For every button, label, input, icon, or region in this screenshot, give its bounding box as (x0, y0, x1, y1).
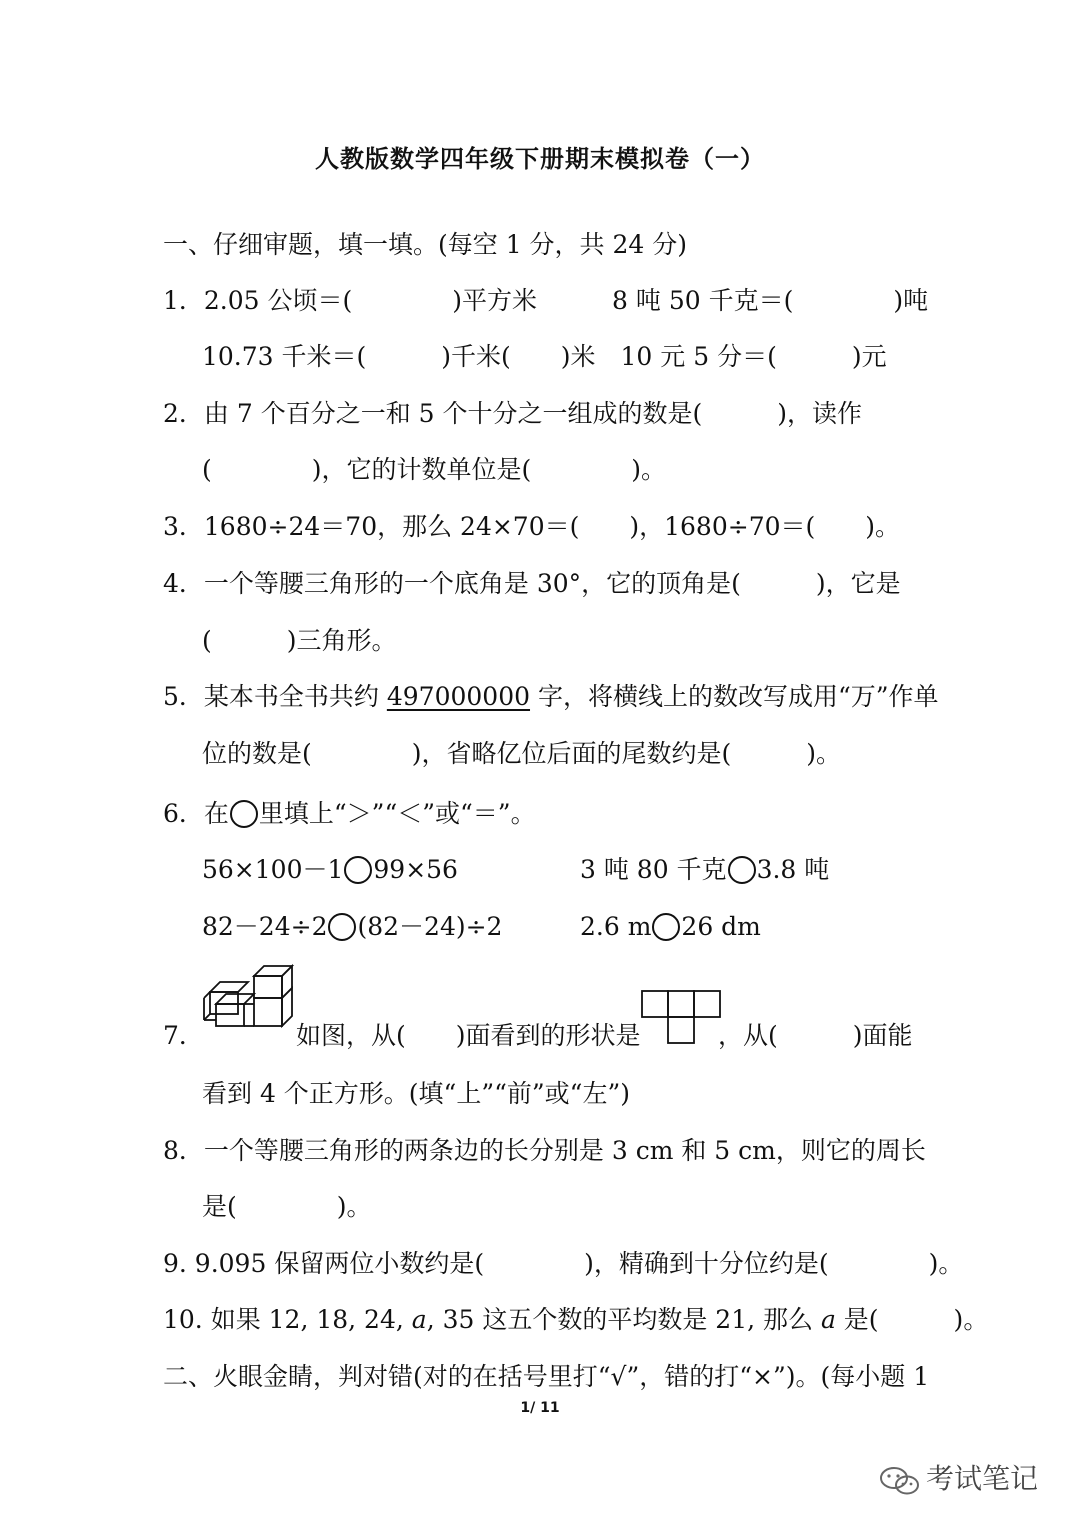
item-4-right: 26 dm (681, 912, 761, 941)
section-2-heading: 二、火眼金睛，判对错(对的在括号里打“√”，错的打“×”)。(每小题 1 (163, 1362, 930, 1391)
three-square-view-icon (641, 990, 723, 1046)
circle-placeholder-icon (230, 800, 258, 828)
question-9: 9. 9.095 保留两位小数约是( )，精确到十分位约是( )。 (163, 1249, 964, 1278)
question-2-line-2: ( )，它的计数单位是( )。 (202, 455, 667, 484)
compare-circle-4[interactable] (652, 913, 680, 941)
item-4-left: 2.6 m (580, 912, 652, 941)
watermark-text: 考试笔记 (926, 1462, 1039, 1495)
question-6-item-3 (202, 910, 502, 944)
cube-stack-icon (200, 962, 300, 1034)
question-5-line-1 (163, 680, 939, 714)
question-7-number: 7． (163, 1021, 204, 1050)
compare-circle-3[interactable] (328, 913, 356, 941)
question-5-underlined-number: 497000000 (386, 682, 531, 711)
question-3: 3．1680÷24＝70，那么 24×70＝( )，1680÷70＝( )。 (163, 512, 901, 541)
question-7-line-2: 看到 4 个正方形。(填“上”“前”或“左”) (202, 1079, 630, 1108)
item-3-right: (82－24)÷2 (357, 912, 503, 941)
compare-circle-2[interactable] (728, 856, 756, 884)
question-4-line-2: ( )三角形。 (202, 626, 397, 655)
question-8-line-1: 8．一个等腰三角形的两条边的长分别是 3 cm 和 5 cm，则它的周长 (163, 1136, 926, 1165)
question-5-prefix: 5．某本书全书共约 (163, 682, 387, 711)
question-10 (163, 1303, 988, 1337)
variable-a-2: a (820, 1305, 836, 1334)
item-1-left: 56×100－1 (202, 855, 344, 884)
question-10-suffix: 是( )。 (835, 1305, 989, 1334)
variable-a-1: a (411, 1305, 427, 1334)
question-7-end: ，从( )面能 (718, 1021, 913, 1050)
question-8-line-2: 是( )。 (202, 1192, 372, 1221)
question-5-suffix: 字，将横线上的数改写成用“万”作单 (530, 682, 939, 711)
question-6-item-1 (202, 853, 458, 887)
question-2-line-1: 2．由 7 个百分之一和 5 个十分之一组成的数是( )，读作 (163, 399, 863, 428)
watermark (878, 1457, 1038, 1498)
cube-stack-figure (200, 962, 300, 1038)
document-title: 人教版数学四年级下册期末模拟卷（一） (315, 145, 765, 173)
question-10-prefix: 10. 如果 12, 18, 24, (163, 1305, 412, 1334)
question-10-middle: , 35 这五个数的平均数是 21, 那么 (426, 1305, 821, 1334)
question-6-suffix: 里填上“＞”“＜”或“＝”。 (258, 799, 536, 828)
item-2-right: 3.8 吨 (756, 855, 830, 884)
question-4-line-1: 4．一个等腰三角形的一个底角是 30°，它的顶角是( )，它是 (163, 569, 901, 598)
question-6-item-2 (580, 853, 829, 887)
item-2-left: 3 吨 80 千克 (580, 855, 727, 884)
page-number: 1/ 11 (520, 1400, 560, 1416)
question-6-prefix: 6．在 (163, 799, 229, 828)
compare-circle-1[interactable] (344, 856, 372, 884)
question-6-item-4 (580, 910, 761, 944)
question-1-line-2: 10.73 千米＝( )千米( )米 10 元 5 分＝( )元 (202, 342, 887, 371)
question-6-instruction (163, 797, 536, 831)
question-1-line-1: 1．2.05 公顷＝( )平方米 8 吨 50 千克＝( )吨 (163, 286, 929, 315)
item-3-left: 82－24÷2 (202, 912, 328, 941)
question-7-text: 如图，从( )面看到的形状是 (296, 1021, 641, 1050)
question-5-line-2: 位的数是( )，省略亿位后面的尾数约是( )。 (202, 739, 842, 768)
wechat-icon (878, 1464, 922, 1498)
view-shape-figure (641, 990, 723, 1050)
section-1-heading: 一、仔细审题，填一填。(每空 1 分，共 24 分) (163, 230, 688, 259)
item-1-right: 99×56 (373, 855, 458, 884)
